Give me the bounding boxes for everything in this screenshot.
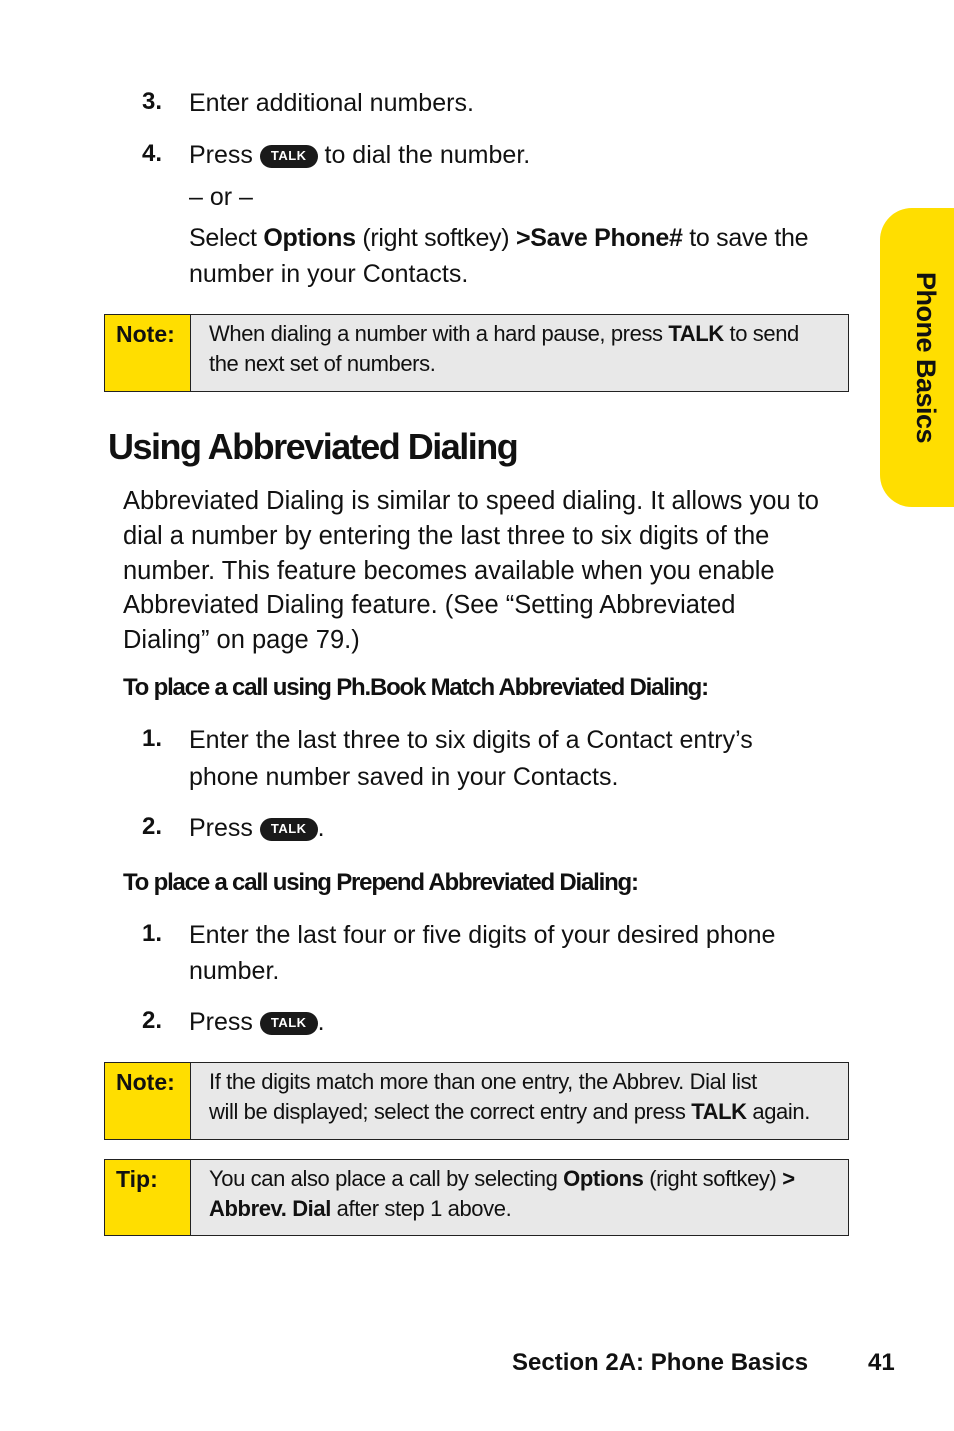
note-body — [209, 319, 836, 379]
step-text: Enter additional numbers. — [189, 89, 474, 117]
intro-line: Dialing” on page 79.) — [123, 626, 360, 655]
note-line — [209, 1097, 836, 1127]
page-number: 41 — [868, 1349, 895, 1376]
note-body — [209, 1067, 836, 1127]
note-line: the next set of numbers. — [209, 351, 436, 376]
press-text: Press — [189, 141, 253, 169]
intro-line: Abbreviated Dialing feature. (See “Setting Abbreviated — [123, 591, 736, 620]
or-separator: – or – — [189, 183, 253, 211]
arrow-icon: > — [782, 1166, 795, 1191]
press-text: Press — [189, 814, 253, 842]
options-label: Options — [563, 1166, 644, 1191]
step-number: 2. — [142, 1007, 163, 1034]
period: . — [317, 1008, 325, 1036]
intro-line: Abbreviated Dialing is similar to speed dialing. It allows you to — [123, 487, 819, 515]
step-text-end: to dial the number. — [324, 141, 531, 169]
select-text: Select — [189, 224, 257, 252]
tip-text: after step 1 above. — [336, 1196, 512, 1221]
note-line: If the digits match more than one entry, the Abbrev. Dial list — [209, 1069, 757, 1094]
talk-key-label: TALK — [691, 1099, 747, 1124]
procedure-heading: To place a call using Ph.Book Match Abbreviated Dialing: — [123, 674, 708, 701]
talk-key-icon: TALK — [260, 145, 318, 168]
step-text — [189, 138, 530, 173]
step-number: 4. — [142, 140, 163, 167]
step-text: Enter the last three to six digits of a Contact entry’s — [189, 726, 753, 754]
tip-text: (right softkey) — [649, 1166, 777, 1191]
step-number: 3. — [142, 88, 163, 115]
step-text: number in your Contacts. — [189, 260, 469, 288]
talk-key-icon: TALK — [260, 818, 318, 841]
step-number: 1. — [142, 920, 163, 947]
note-box — [104, 1062, 849, 1140]
section-tab-label: Phone Basics — [911, 272, 941, 444]
step-text — [189, 221, 808, 256]
tip-line — [209, 1164, 836, 1194]
note-line — [209, 319, 836, 349]
step-text: number. — [189, 957, 280, 985]
step-text — [189, 811, 325, 846]
intro-line: dial a number by entering the last three to six digits of the — [123, 521, 770, 550]
step-text: Enter the last four or five digits of your desired phone — [189, 921, 776, 949]
step-text — [189, 1005, 325, 1040]
intro-paragraph — [123, 484, 868, 658]
save-phone-label: Save Phone# — [530, 224, 683, 252]
press-text: Press — [189, 1008, 253, 1036]
abbrev-dial-label: Abbrev. Dial — [209, 1196, 331, 1221]
note-text: to send — [729, 321, 799, 346]
period: . — [317, 814, 325, 842]
section-heading: Using Abbreviated Dialing — [108, 426, 518, 467]
arrow-icon: > — [515, 224, 531, 252]
note-box — [104, 314, 849, 392]
step-number: 1. — [142, 725, 163, 752]
softkey-text: (right softkey) — [362, 224, 510, 252]
footer-section: Section 2A: Phone Basics — [512, 1349, 809, 1376]
note-text: will be displayed; select the correct entry and press — [209, 1099, 686, 1124]
note-text: When dialing a number with a hard pause, press — [209, 321, 663, 346]
tip-box — [104, 1159, 849, 1236]
procedure-heading: To place a call using Prepend Abbreviated Dialing: — [123, 869, 638, 896]
tip-label: Tip: — [105, 1160, 191, 1235]
talk-key-label: TALK — [668, 321, 724, 346]
note-label: Note: — [105, 315, 191, 391]
intro-line: number. This feature becomes available when you enable — [123, 556, 775, 585]
talk-key-icon: TALK — [260, 1012, 318, 1035]
note-text: again. — [752, 1099, 810, 1124]
step-text-end: to save the — [689, 224, 809, 252]
tip-body — [209, 1164, 836, 1224]
step-number: 2. — [142, 813, 163, 840]
options-label: Options — [263, 224, 356, 252]
step-text: phone number saved in your Contacts. — [189, 763, 619, 791]
tip-text: You can also place a call by selecting — [209, 1166, 558, 1191]
note-label: Note: — [105, 1063, 191, 1139]
tip-line — [209, 1194, 836, 1224]
